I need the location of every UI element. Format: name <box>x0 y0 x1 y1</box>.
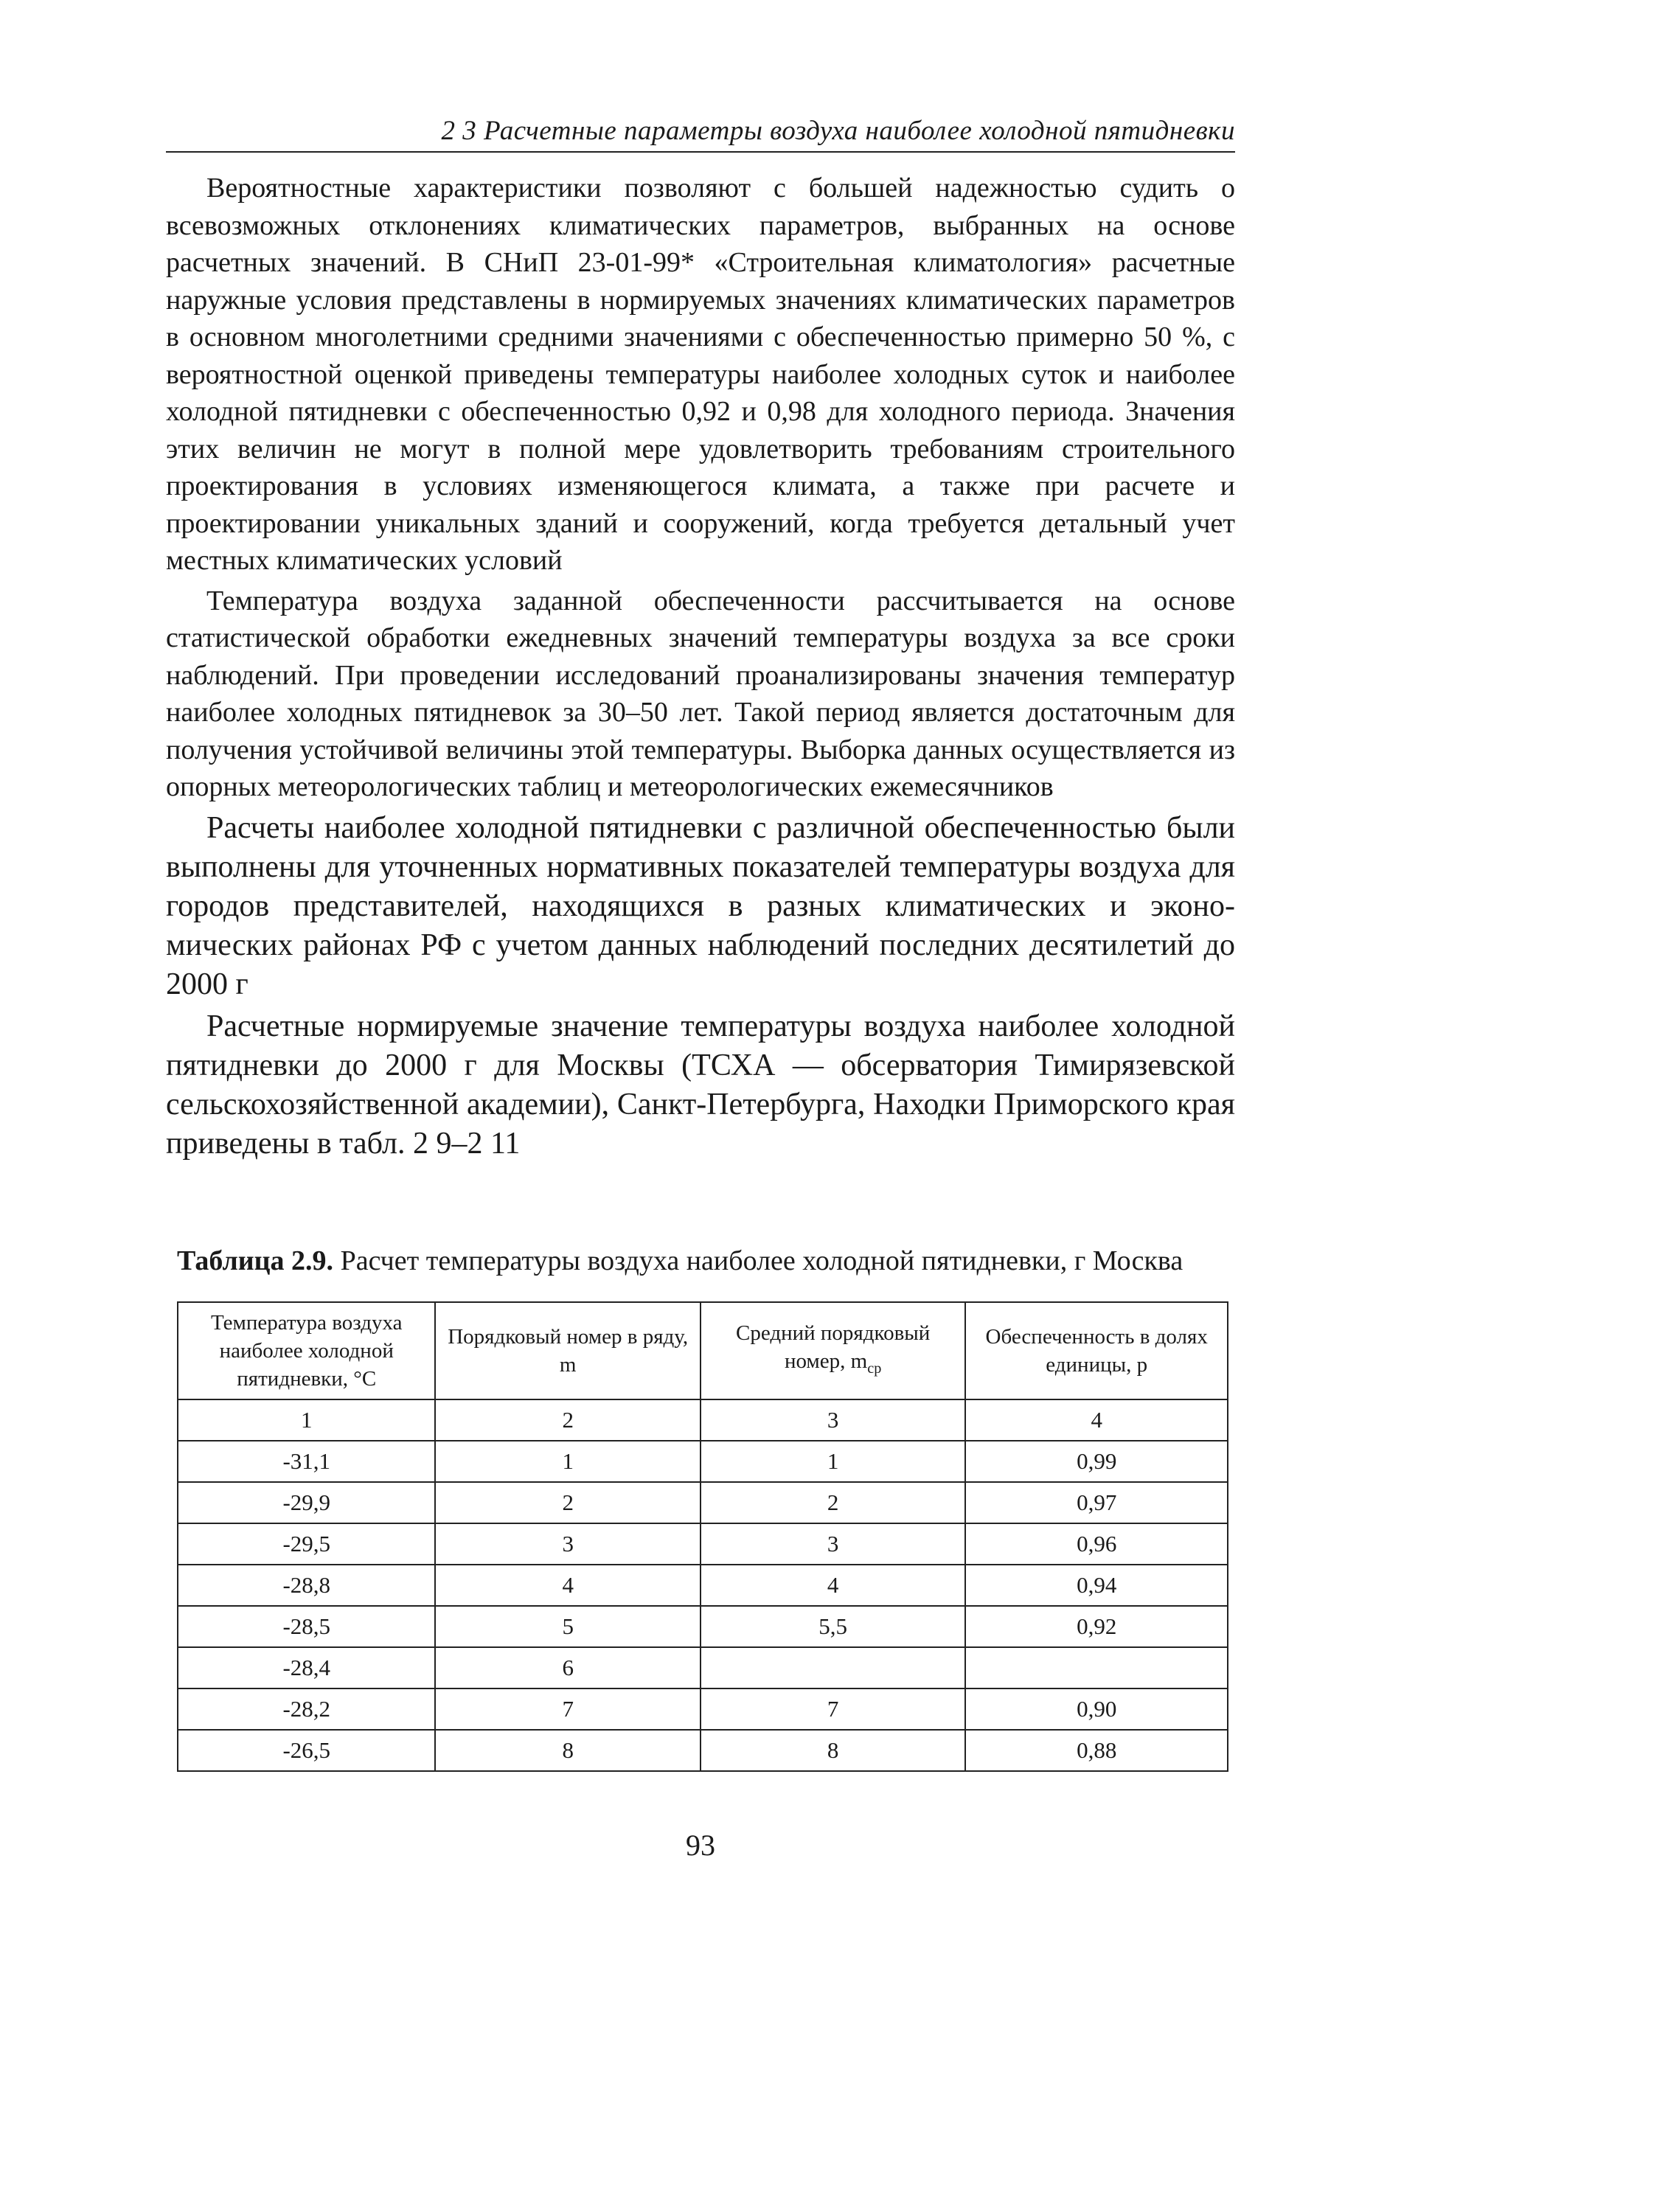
temperature-table <box>177 1301 1228 1772</box>
running-head: 2 3 Расчетные параметры воздуха наиболее холодной пятидневки <box>441 116 1235 146</box>
cell-probability: 0,94 <box>965 1565 1228 1606</box>
cell-mean-ordinal-number <box>701 1647 965 1688</box>
page-number: 93 <box>686 1829 715 1862</box>
cell-ordinal-number: 4 <box>435 1565 700 1606</box>
cell-mean-ordinal-number: 2 <box>701 1482 965 1523</box>
column-number: 4 <box>965 1399 1228 1441</box>
cell-mean-ordinal-number: 1 <box>701 1441 965 1482</box>
cell-temperature: -29,5 <box>178 1523 435 1565</box>
cell-ordinal-number: 1 <box>435 1441 700 1482</box>
table-row <box>178 1606 1228 1647</box>
paragraph-1: Вероятностные характеристики позволяют с большей надежностью судить о всевозможных отклонениях климатических параметров, выбранных на основе расчетных значений. В СНиП 23-01-99* «Строительная климатология» расчетные наружные условия представлены в нормируемых значениях климатических параметров в основном многолетними средними значениями с обеспеченностью примерно 50 %, с вероятностной оценкой приведены температуры наиболее холодных суток и наиболее холодной пятидневки с обеспеченностью 0,92 и 0,98 для холодного периода. Значения этих величин не могут в полной мере удовлетворить требованиям строительного проектирования в условиях изменяющегося климата, а также при расчете и проектировании уникальных зданий и сооружений, когда требуется детальный учет местных климатических условий <box>166 173 1235 576</box>
table-row <box>178 1441 1228 1482</box>
body-text <box>166 170 1235 1164</box>
cell-temperature: -28,8 <box>178 1565 435 1606</box>
cell-probability: 0,92 <box>965 1606 1228 1647</box>
cell-ordinal-number: 6 <box>435 1647 700 1688</box>
table-row <box>178 1688 1228 1730</box>
table-row <box>178 1647 1228 1688</box>
header-temperature: Температура воздуха наиболее холодной пятидневки, °С <box>178 1302 435 1399</box>
cell-probability: 0,90 <box>965 1688 1228 1730</box>
cell-ordinal-number: 5 <box>435 1606 700 1647</box>
column-number: 2 <box>435 1399 700 1441</box>
cell-temperature: -28,2 <box>178 1688 435 1730</box>
cell-probability: 0,97 <box>965 1482 1228 1523</box>
paragraph-4: Расчетные нормируемые значение температуры воздуха наиболее холодной пятидневки до 2000 г для Москвы (ТСХА — обсерватория Тимирязевской сельскохозяйственной академии), Санкт-Петербурга, Находки Приморского края приведены в табл. 2 9–2 11 <box>166 1009 1235 1161</box>
header-mean-ordinal-number: Средний порядковый номер, $m_{ср}$ <box>701 1302 965 1399</box>
table-row <box>178 1523 1228 1565</box>
column-number: 1 <box>178 1399 435 1441</box>
cell-mean-ordinal-number: 3 <box>701 1523 965 1565</box>
column-number: 3 <box>701 1399 965 1441</box>
table-row <box>178 1730 1228 1771</box>
table-caption-label: Таблица 2.9. <box>177 1245 334 1276</box>
cell-probability <box>965 1647 1228 1688</box>
cell-ordinal-number: 7 <box>435 1688 700 1730</box>
cell-probability: 0,99 <box>965 1441 1228 1482</box>
header-rule <box>166 151 1235 153</box>
cell-mean-ordinal-number: 5,5 <box>701 1606 965 1647</box>
cell-ordinal-number: 3 <box>435 1523 700 1565</box>
paragraph-2: Температура воздуха заданной обеспеченности рассчитывается на основе статистической обработки ежедневных значений температуры воздуха за все сроки наблюдений. При проведении исследований проанализированы значения температур наиболее холодных пятидневок за 30–50 лет. Такой период является достаточным для получения устойчивой величины этой температуры. Выборка данных осуществляется из опорных метеорологических таблиц и метеорологических ежемесячников <box>166 585 1235 802</box>
paragraph-3: Расчеты наиболее холодной пятидневки с различной обеспеченностью были выполнены для уточненных нормативных показателей температуры воздуха для городов представителей, находящихся в разных климатических и экономических районах РФ с учетом данных наблюдений последних десятилетий до 2000 г <box>166 810 1235 1001</box>
cell-probability: 0,96 <box>965 1523 1228 1565</box>
header-probability: Обеспеченность в долях единицы, p <box>965 1302 1228 1399</box>
cell-temperature: -26,5 <box>178 1730 435 1771</box>
table-caption <box>177 1242 1246 1279</box>
table-row <box>178 1565 1228 1606</box>
cell-mean-ordinal-number: 8 <box>701 1730 965 1771</box>
table-row <box>178 1482 1228 1523</box>
cell-temperature: -29,9 <box>178 1482 435 1523</box>
table-header-row <box>178 1302 1228 1399</box>
cell-probability: 0,88 <box>965 1730 1228 1771</box>
cell-mean-ordinal-number: 7 <box>701 1688 965 1730</box>
cell-temperature: -28,5 <box>178 1606 435 1647</box>
column-number-row <box>178 1399 1228 1441</box>
cell-temperature: -28,4 <box>178 1647 435 1688</box>
table-caption-text: Расчет температуры воздуха наиболее холодной пятидневки, г Москва <box>333 1245 1183 1276</box>
cell-ordinal-number: 8 <box>435 1730 700 1771</box>
header-ordinal-number: Порядковый номер в ряду, m <box>435 1302 700 1399</box>
cell-mean-ordinal-number: 4 <box>701 1565 965 1606</box>
cell-ordinal-number: 2 <box>435 1482 700 1523</box>
cell-temperature: -31,1 <box>178 1441 435 1482</box>
